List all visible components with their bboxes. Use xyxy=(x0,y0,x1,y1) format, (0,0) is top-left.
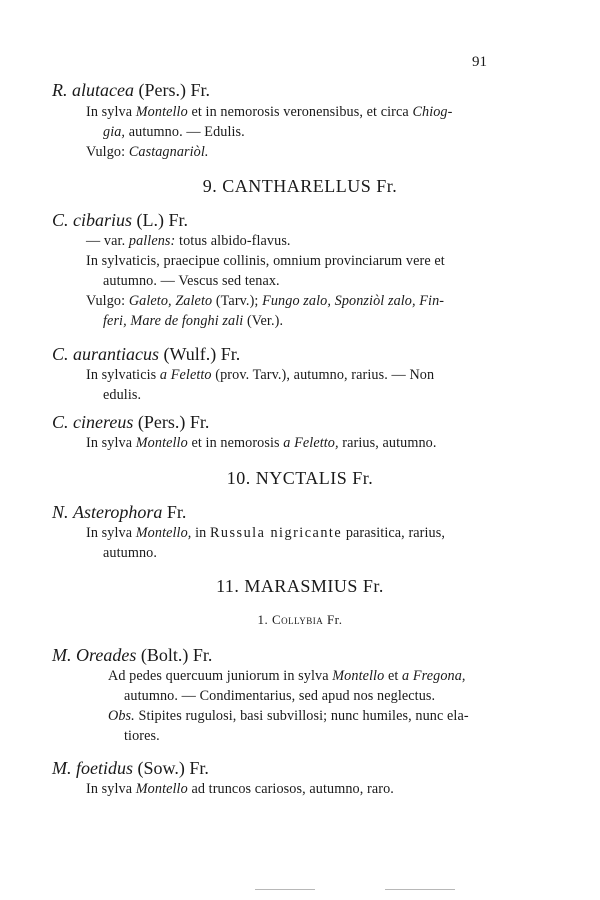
section-heading-marasmius: 11. MARASMIUS Fr. xyxy=(216,576,384,596)
oreades-line-3 xyxy=(108,708,469,725)
genus-abbr: M. xyxy=(52,645,72,665)
text: Stipites rugulosi, basi subvillosi; nunc humiles, nunc ela- xyxy=(134,708,469,724)
genus-abbr: R. xyxy=(52,80,68,100)
oreades-line-4: tiores. xyxy=(124,728,160,744)
text: In sylva xyxy=(86,104,136,120)
divider xyxy=(385,889,455,890)
text: in xyxy=(191,525,210,541)
text: In sylva xyxy=(86,525,136,541)
cibarius-line-3: autumno. — Vescus sed tenax. xyxy=(103,273,280,289)
subsection-number: 1. xyxy=(257,612,272,627)
species-author: (Sow.) Fr. xyxy=(133,758,209,778)
text: In sylvaticis xyxy=(86,367,160,383)
species-name: alutacea xyxy=(72,80,134,100)
place-name: Montello xyxy=(135,104,188,120)
species-name: aurantiacus xyxy=(73,344,160,364)
place-name: Montello xyxy=(135,781,188,797)
place-name: a Feletto xyxy=(159,367,212,383)
section-heading-cantharellus: 9. CANTHARELLUS Fr. xyxy=(202,176,398,196)
cibarius-line-2: In sylvaticis, praecipue collinis, omnium provinciarum vere et xyxy=(86,253,445,269)
foetidus-line-1 xyxy=(86,781,394,798)
species-name: cinereus xyxy=(73,412,134,432)
text: In sylva xyxy=(86,435,136,451)
species-name: Asterophora xyxy=(73,502,163,522)
species-name: Oreades xyxy=(76,645,137,665)
asterophora-line-1 xyxy=(86,525,445,542)
species-heading-aurantiacus xyxy=(52,344,240,365)
alutacea-line-1 xyxy=(86,104,452,121)
species-author: (L.) Fr. xyxy=(132,210,189,230)
genus-abbr: C. xyxy=(52,210,69,230)
text: Vulgo: xyxy=(86,293,129,309)
species-heading-asterophora xyxy=(52,502,186,523)
observation-label: Obs. xyxy=(108,708,135,724)
text: rarius, autumno. xyxy=(338,435,437,451)
place-name: Montello xyxy=(332,668,385,684)
place-name: Montello xyxy=(135,435,188,451)
species-name: cibarius xyxy=(73,210,133,230)
oreades-line-1 xyxy=(108,668,466,685)
alutacea-line-3 xyxy=(86,144,209,161)
cibarius-line-1 xyxy=(86,233,291,250)
genus-abbr: M. xyxy=(52,758,72,778)
oreades-line-2: autumno. — Condimentarius, sed apud nos neglectus. xyxy=(124,688,436,704)
place-name: gia, xyxy=(103,124,126,140)
text: (Tarv.); xyxy=(212,293,263,309)
divider xyxy=(255,889,315,890)
page-number: 91 xyxy=(472,54,487,70)
text: et in nemorosis xyxy=(187,435,284,451)
text: ad truncos cariosos, autumno, raro. xyxy=(187,781,394,797)
genus-abbr: C. xyxy=(52,344,69,364)
cinereus-line-1 xyxy=(86,435,437,452)
subsection-author: Fr. xyxy=(323,612,343,627)
aurantiacus-line-2: edulis. xyxy=(103,387,142,403)
vernacular-name: Castagnariòl. xyxy=(128,144,209,160)
text: (prov. Tarv.), autumno, rarius. — Non xyxy=(211,367,435,383)
text: et in nemorosis veronensibus, et circa xyxy=(187,104,413,120)
species-heading-oreades xyxy=(52,645,212,666)
text: Vulgo: xyxy=(86,144,129,160)
species-author: (Pers.) Fr. xyxy=(133,412,210,432)
species-heading-alutacea xyxy=(52,80,210,101)
species-heading-foetidus xyxy=(52,758,209,779)
species-author: (Wulf.) Fr. xyxy=(159,344,241,364)
species-author: (Pers.) Fr. xyxy=(133,80,210,100)
text: Ad pedes quercuum juniorum in sylva xyxy=(108,668,333,684)
species-name: foetidus xyxy=(76,758,133,778)
subsection-heading-collybia xyxy=(0,612,600,628)
text: In sylva xyxy=(86,781,136,797)
text: (Ver.). xyxy=(243,313,284,329)
genus-abbr: C. xyxy=(52,412,69,432)
alutacea-line-2 xyxy=(103,124,245,141)
species-heading-cibarius xyxy=(52,210,188,231)
place-name: a Fregona, xyxy=(402,668,466,684)
aurantiacus-line-1 xyxy=(86,367,434,384)
text: autumno. — Edulis. xyxy=(125,124,245,140)
place-name: Montello, xyxy=(135,525,192,541)
species-author: (Bolt.) Fr. xyxy=(136,645,213,665)
vernacular-name: Galeto, Zaleto xyxy=(128,293,213,309)
text: totus albido-flavus. xyxy=(175,233,291,249)
genus-abbr: N. xyxy=(52,502,69,522)
subsection-name: Collybia xyxy=(271,612,324,627)
species-author: Fr. xyxy=(162,502,187,522)
species-heading-cinereus xyxy=(52,412,209,433)
place-name: Chiog- xyxy=(412,104,453,120)
section-heading-nyctalis: 10. NYCTALIS Fr. xyxy=(226,468,374,488)
cibarius-line-5 xyxy=(103,313,283,330)
vernacular-name: Fungo zalo, Sponziòl zalo, Fin- xyxy=(262,293,445,309)
text: et xyxy=(384,668,403,684)
text: parasitica, rarius, xyxy=(342,525,446,541)
host-species: Russula nigricante xyxy=(209,525,343,541)
cibarius-line-4 xyxy=(86,293,444,310)
place-name: a Feletto, xyxy=(283,435,339,451)
vernacular-name: feri, Mare de fonghi zali xyxy=(103,313,244,329)
variety-name: pallens: xyxy=(128,233,176,249)
asterophora-line-2: autumno. xyxy=(103,545,157,561)
text: — var. xyxy=(86,233,129,249)
